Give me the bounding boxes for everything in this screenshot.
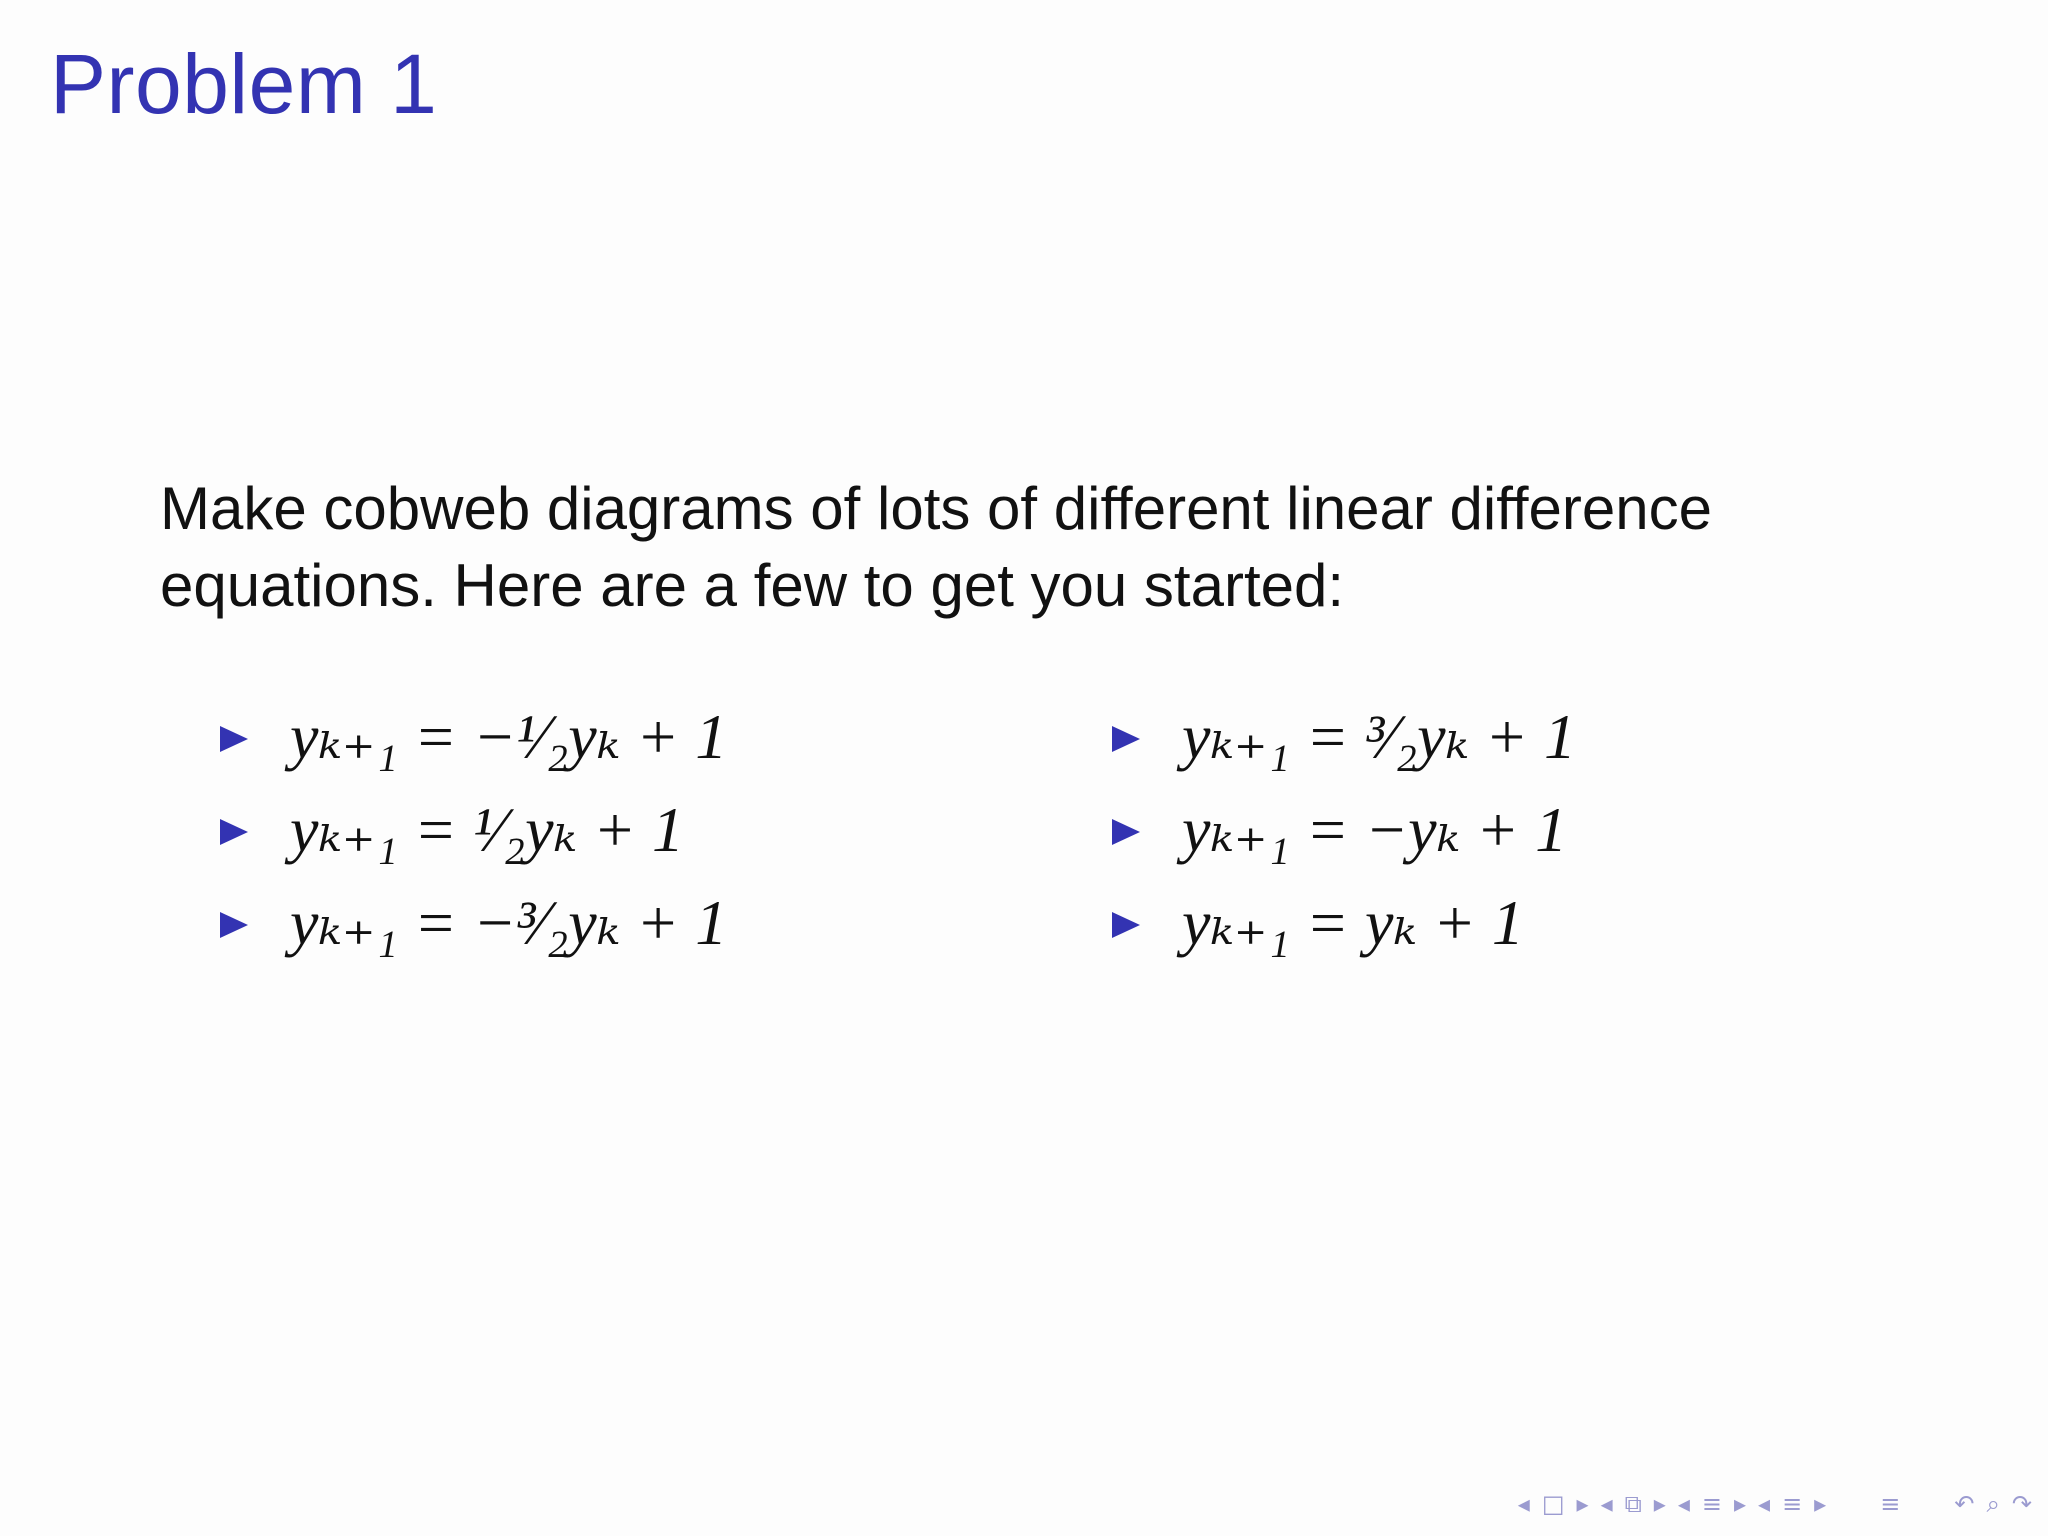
triangle-bullet-icon xyxy=(1112,726,1140,752)
nav-prev-section-icon[interactable]: ◂ xyxy=(1677,1490,1690,1518)
intro-text: Make cobweb diagrams of lots of different linear difference equations. Here are a few to get you started: xyxy=(160,475,1712,619)
equation-text: yₖ₊₁ = ³⁄₂yₖ + 1 xyxy=(1182,700,1577,772)
nav-forward-icon[interactable]: ↷ xyxy=(2011,1490,2032,1518)
equation-item xyxy=(220,876,727,969)
equation-text: yₖ₊₁ = −³⁄₂yₖ + 1 xyxy=(290,886,728,958)
nav-prev-part-icon[interactable]: ◂ xyxy=(1758,1490,1771,1518)
triangle-bullet-icon xyxy=(1112,912,1140,938)
beamer-navigation-bar xyxy=(1518,1490,2032,1518)
nav-next-part-icon[interactable]: ▸ xyxy=(1814,1490,1827,1518)
nav-next-subsection-icon[interactable]: ▸ xyxy=(1653,1490,1666,1518)
equation-text: yₖ₊₁ = yₖ + 1 xyxy=(1182,886,1524,958)
equation-list-right xyxy=(1112,690,1576,969)
equation-item xyxy=(1112,783,1576,876)
equation-list-left xyxy=(220,690,727,969)
slide-title: Problem 1 xyxy=(50,37,438,131)
nav-frame-icon[interactable]: □ xyxy=(1541,1490,1565,1518)
nav-next-section-icon[interactable]: ▸ xyxy=(1733,1490,1747,1518)
nav-back-icon[interactable]: ↶ xyxy=(1954,1490,1975,1518)
triangle-bullet-icon xyxy=(220,912,248,938)
nav-search-icon[interactable]: ⌕ xyxy=(1986,1490,2000,1518)
equation-item xyxy=(220,783,727,876)
nav-next-frame-icon[interactable]: ▸ xyxy=(1576,1490,1589,1518)
equation-item xyxy=(220,690,727,783)
nav-subsection-icon[interactable]: ≡ xyxy=(1701,1490,1722,1518)
nav-section-icon[interactable]: ⧉ xyxy=(1624,1490,1642,1518)
equation-item xyxy=(1112,876,1576,969)
nav-menu-icon[interactable]: ≡ xyxy=(1880,1490,1901,1518)
triangle-bullet-icon xyxy=(1112,819,1140,845)
equation-item xyxy=(1112,690,1576,783)
equation-text: yₖ₊₁ = −yₖ + 1 xyxy=(1182,793,1568,865)
equation-text: yₖ₊₁ = ¹⁄₂yₖ + 1 xyxy=(290,793,685,865)
nav-prev-frame-icon[interactable]: ◂ xyxy=(1517,1490,1530,1518)
nav-prev-subsection-icon[interactable]: ◂ xyxy=(1600,1490,1613,1518)
triangle-bullet-icon xyxy=(220,819,248,845)
nav-subsubsection-icon[interactable]: ≡ xyxy=(1782,1490,1803,1518)
equation-text: yₖ₊₁ = −¹⁄₂yₖ + 1 xyxy=(290,700,728,772)
triangle-bullet-icon xyxy=(220,726,248,752)
